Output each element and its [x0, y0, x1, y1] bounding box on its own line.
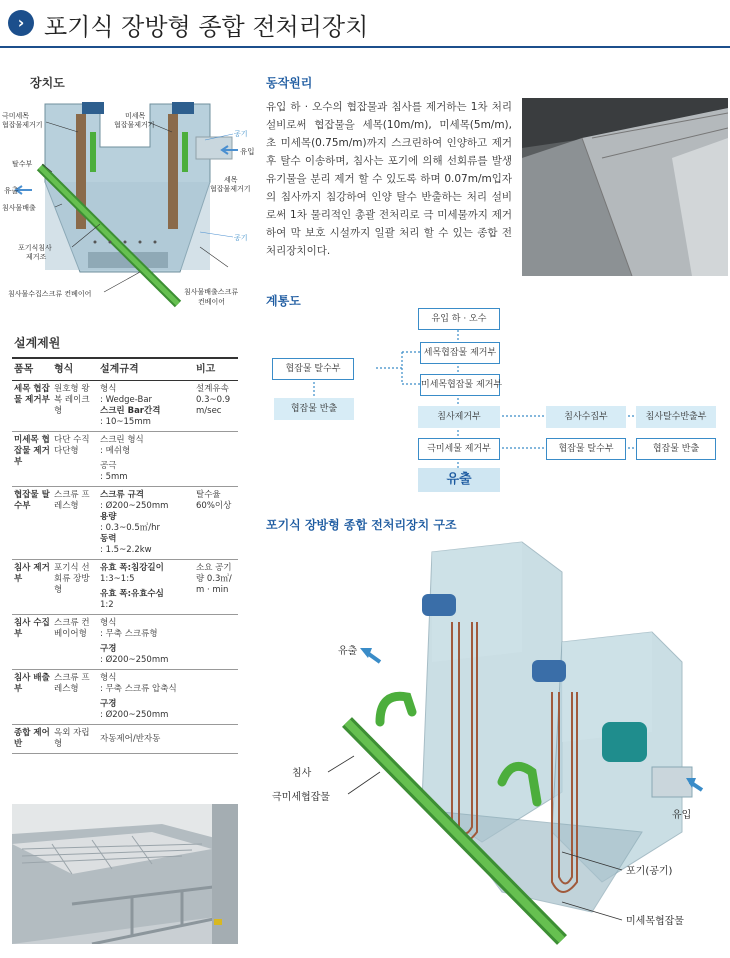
flow-fine-removal: 세목협잡물 제거부: [420, 342, 500, 364]
structure-ultra: 극미세협잡물: [272, 792, 330, 803]
table-row: [12, 725, 238, 754]
spec-item: 종합 제어반: [12, 725, 52, 754]
table-row: [12, 615, 238, 670]
flow-carry-out-left: 협잡물 반출: [274, 398, 354, 420]
spec-value: : Wedge-Bar: [100, 395, 153, 405]
flow-ultra-removal: 극미세물 제거부: [418, 438, 500, 460]
spec-header-item: 품목: [12, 358, 52, 381]
flow-carry-out-right: 협잡물 반출: [636, 438, 716, 460]
label-grit-out: 침사물배출: [2, 204, 36, 212]
label-coarse-1: 극미세목: [2, 112, 30, 120]
flow-grit-dewater: 침사탈수반출부: [636, 406, 716, 428]
label-air-top: 공기: [234, 130, 248, 138]
spec-value: : Ø200~250mm: [100, 655, 169, 665]
label-outflow: 유출: [4, 186, 19, 195]
label-fine-right-2: 협잡물제거기: [210, 185, 251, 193]
flow-grit-collect: 침사수집부: [546, 406, 626, 428]
installation-photo: [12, 804, 238, 944]
label-coarse-2: 협잡물제거기: [2, 121, 43, 129]
label-inflow: 유입: [240, 147, 255, 156]
spec-value: : 무축 스크류형: [100, 629, 158, 639]
label-collect-conv: 침사물수집스크류 컨베이어: [8, 290, 92, 298]
label-fine-1: 미세목: [125, 112, 146, 120]
spec-value: 1:3~1:5: [100, 574, 135, 584]
spec-item: 세목 협잡물 제거부: [12, 381, 52, 432]
spec-detail: [98, 615, 194, 670]
flow-dewater-right: 협잡물 탈수부: [546, 438, 626, 460]
apparatus-diagram: [0, 92, 260, 317]
label-dewater: 탈수부: [12, 160, 33, 168]
spec-value: : Ø200~250mm: [100, 501, 169, 511]
label-discharge-conv-1: 침사물배출스크류: [184, 288, 239, 296]
spec-type: 스크류 프레스형: [52, 487, 98, 560]
spec-item: 협잡물 탈수부: [12, 487, 52, 560]
spec-type: 스크류 프레스형: [52, 670, 98, 725]
spec-table: [12, 357, 238, 754]
spec-header-spec: 설계규격: [98, 358, 194, 381]
spec-title: 설계제원: [14, 336, 61, 350]
label-fine-2: 협잡물제거기: [114, 121, 155, 129]
spec-value: : 1.5~2.2kw: [100, 545, 152, 555]
spec-value: : Ø200~250mm: [100, 710, 169, 720]
chevron-right-icon: ›: [8, 10, 34, 36]
spec-value: : 10~15mm: [100, 417, 151, 427]
table-row: [12, 670, 238, 725]
spec-value: : 메쉬형: [100, 446, 131, 456]
spec-label: 스크린 Bar간격: [100, 406, 161, 416]
spec-label: 형식: [100, 673, 117, 683]
spec-label: 동력: [100, 534, 117, 544]
spec-value: : 무축 스크류 압축식: [100, 684, 177, 694]
principle-title: 동작원리: [266, 76, 313, 90]
spec-detail: [98, 381, 194, 432]
flow-grit-removal: 침사제거부: [418, 406, 500, 428]
structure-outflow: 유출: [338, 646, 358, 657]
flow-dewater-left: 협잡물 탈수부: [272, 358, 354, 380]
spec-label: 스크류 규격: [100, 490, 145, 500]
structure-diagram: [262, 532, 730, 958]
spec-type: 스크류 컨베이어형: [52, 615, 98, 670]
spec-type: 포기식 선회류 장방형: [52, 560, 98, 615]
spec-label: 구경: [100, 644, 117, 654]
spec-value: 1:2: [100, 600, 114, 610]
label-fine-right-1: 세목: [224, 176, 238, 184]
spec-note: 설계유속 0.3~0.9 m/sec: [194, 381, 238, 432]
spec-detail: [98, 725, 194, 754]
spec-value: 자동제어/반자동: [100, 733, 161, 744]
spec-label: 공극: [100, 461, 117, 471]
structure-aeration: 포기(공기): [626, 866, 673, 877]
spec-label: 구경: [100, 699, 117, 709]
spec-value: : 0.3~0.5㎥/hr: [100, 523, 160, 533]
structure-grit: 침사: [292, 768, 312, 779]
table-row: [12, 432, 238, 487]
apparatus-title: 장치도: [30, 76, 65, 90]
structure-inflow: 유입: [672, 810, 692, 821]
page-title: 포기식 장방형 종합 전처리장치: [44, 13, 369, 41]
spec-note: [194, 615, 238, 670]
spec-note: [194, 670, 238, 725]
spec-item: 침사 배출부: [12, 670, 52, 725]
flow-ultrafine-removal: 미세목협잡물 제거부: [420, 374, 500, 396]
spec-header-type: 형식: [52, 358, 98, 381]
flow-diagram: [262, 300, 730, 500]
spec-type: 원호형 왕복 레이크형: [52, 381, 98, 432]
label-aerated-2: 제거조: [26, 253, 47, 261]
spec-label: 형식: [100, 384, 117, 394]
structure-fine: 미세목협잡물: [626, 916, 684, 927]
label-air-mid: 공기: [234, 234, 248, 242]
spec-detail: [98, 670, 194, 725]
spec-label: 형식: [100, 618, 117, 628]
principle-text: 유입 하 · 오수의 협잡물과 침사를 제거하는 1차 처리설비로써 협잡물을 세목(10m/m), 미세목(5m/m), 초 미세목(0.75m/m)까지 스크린하여 인양하고 제거 후 탈수 이송하며, 침사는 포기에 의해 선회류를 발생 유기물을 분리 제거 할 수 있도록 하며 0.07m/m입자의 침사까지 침강하여 인양 탈수 반출하는 처리 설비로써 1차 물리적인 총괄 전처리로 극 미세물까지 제거하여 막 보호 시설까지 일괄 처리 할 수 있는 종합 전처리장치이다.: [266, 101, 512, 257]
label-discharge-conv-2: 컨베이어: [198, 298, 226, 306]
spec-item: 침사 제거부: [12, 560, 52, 615]
flow-outflow: 유출: [418, 468, 500, 492]
flow-title: 계통도: [266, 294, 301, 308]
spec-type: 옥외 자립형: [52, 725, 98, 754]
spec-item: 침사 수집부: [12, 615, 52, 670]
structure-title: 포기식 장방형 종합 전처리장치 구조: [266, 518, 457, 532]
label-aerated-1: 포기식침사: [18, 244, 52, 252]
spec-detail: [98, 487, 194, 560]
spec-detail: [98, 560, 194, 615]
spec-label: 스크린 형식: [100, 435, 144, 445]
page-header: [0, 0, 730, 48]
spec-value: : 5mm: [100, 472, 128, 482]
spec-note: [194, 432, 238, 487]
spec-label: 유효 폭:유효수심: [100, 589, 164, 599]
spec-item: 미세목 협잡물 제거부: [12, 432, 52, 487]
spec-note: 탈수율 60%이상: [194, 487, 238, 560]
spec-label: 유효 폭:침강길이: [100, 563, 164, 573]
spec-note: 소요 공기량 0.3㎥/ m · min: [194, 560, 238, 615]
spec-type: 다단 수직 다단형: [52, 432, 98, 487]
spec-detail: [98, 432, 194, 487]
spec-header-note: 비고: [194, 358, 238, 381]
spec-label: 용량: [100, 512, 117, 522]
table-row: [12, 560, 238, 615]
spec-note: [194, 725, 238, 754]
flow-inflow: 유입 하 · 오수: [418, 308, 500, 330]
table-row: [12, 487, 238, 560]
channel-photo: [522, 98, 728, 276]
table-row: [12, 381, 238, 432]
